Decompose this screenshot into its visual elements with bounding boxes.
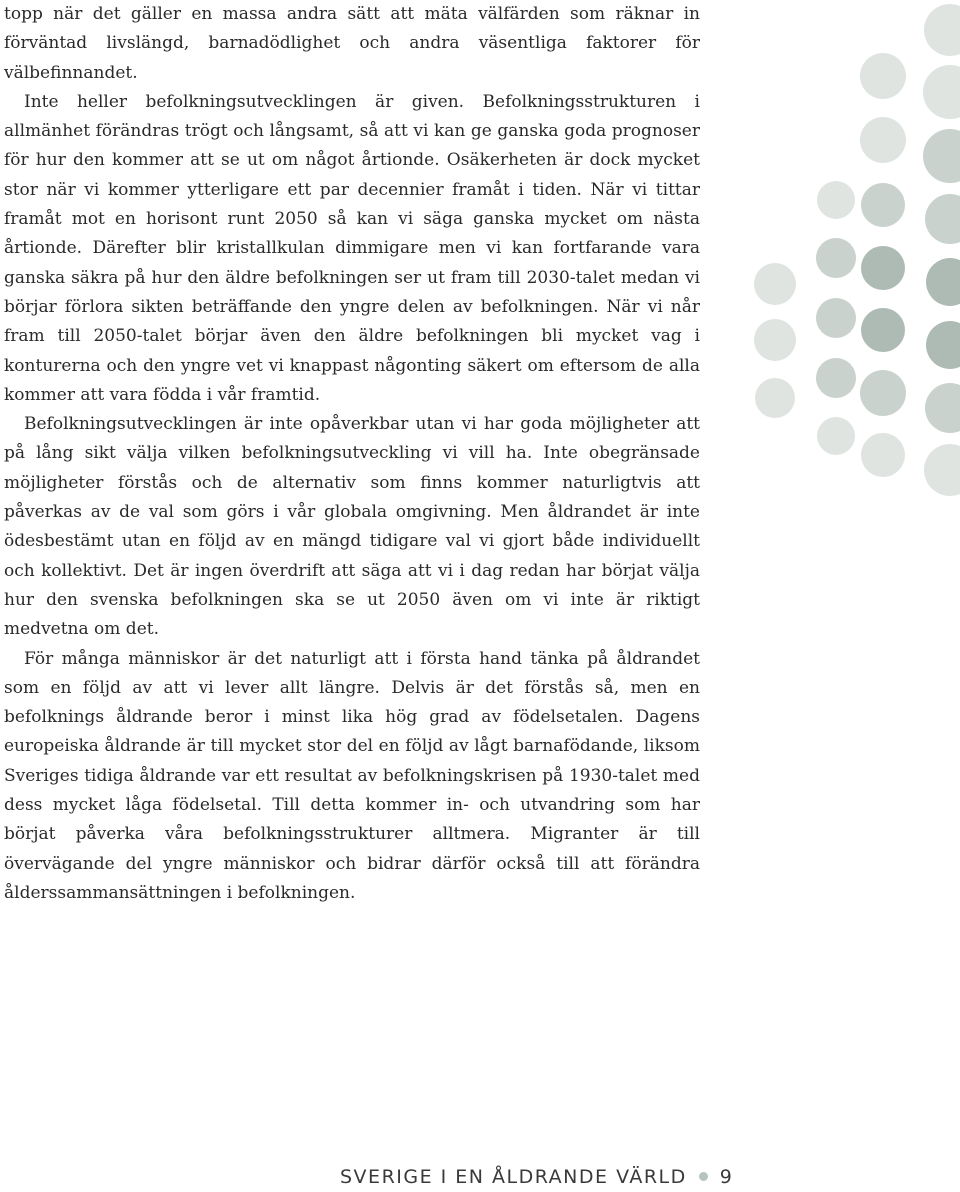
decorative-dot [924, 444, 960, 496]
decorative-dot [924, 4, 960, 56]
decorative-dot [816, 358, 856, 398]
paragraph-3: Befolkningsutvecklingen är inte opåverkbar utan vi har goda möjligheter att på lång sikt välja vilken befolkningsutveckling vi vill ha. Inte obegränsade möjligheter förstås och de alternativ som finns kommer naturligtvis att påverkas av de val som görs i vår globala omgivning. Men åldrandet är inte ödesbestämt utan en följd av en mängd tidigare val vi gjort både individuellt och kollektivt. Det är ingen överdrift att säga att vi i dag redan har börjat välja hur den svenska befolkningen ska se ut 2050 även om vi inte är riktigt medvetna om det. [4, 414, 700, 640]
decorative-dot [860, 117, 906, 163]
page-number: 9 [719, 1166, 734, 1188]
decorative-dot [923, 129, 960, 183]
bullet-icon [699, 1172, 708, 1181]
paragraph-1: topp när det gäller en massa andra sätt att mäta välfärden som räknar in förväntad livslängd, barnadödlighet och andra väsentliga faktorer för välbefinnandet. [4, 4, 700, 83]
decorative-dot [860, 370, 906, 416]
decorative-dot [860, 53, 906, 99]
decorative-dot [754, 319, 796, 361]
decorative-dot [926, 321, 960, 369]
decorative-dot [755, 378, 795, 418]
body-text [4, 0, 700, 908]
decorative-dot [817, 181, 855, 219]
decorative-dot [925, 194, 960, 244]
decorative-dot [816, 238, 856, 278]
running-footer [340, 1166, 760, 1192]
decorative-dot [861, 183, 905, 227]
decorative-dot [923, 65, 960, 119]
decorative-dot [861, 246, 905, 290]
decorative-dot [925, 383, 960, 433]
paragraph-2: Inte heller befolkningsutvecklingen är given. Befolkningsstrukturen i allmänhet förändras trögt och långsamt, så att vi kan ge ganska goda prognoser för hur den kommer att se ut om något årtionde. Osäkerheten är dock mycket stor när vi kommer ytterligare ett par decennier framåt i tiden. När vi tittar framåt mot en horisont runt 2050 så kan vi säga ganska mycket om nästa årtionde. Därefter blir kristallkulan dimmigare men vi kan fortfarande vara ganska säkra på hur den äldre befolkningen ser ut fram till 2030-talet medan vi börjar förlora sikten beträffande den yngre delen av befolkningen. När vi når fram till 2050-talet börjar även den äldre befolkningen bli mycket vag i konturerna och den yngre vet vi knappast någonting säkert om eftersom de alla kommer att vara födda i vår framtid. [4, 91, 700, 405]
decorative-dot [817, 417, 855, 455]
decorative-dot [754, 263, 796, 305]
decorative-dot [926, 258, 960, 306]
decorative-dot [816, 298, 856, 338]
footer-title: SVERIGE I EN ÅLDRANDE VÄRLD [340, 1166, 687, 1188]
decorative-dot [861, 433, 905, 477]
paragraph-4: För många människor är det naturligt att i första hand tänka på åldrandet som en följd av att vi lever allt längre. Delvis är det förstås så, men en befolknings åldrande beror i minst lika hög grad av födelsetalen. Dagens europeiska åldrande är till mycket stor del en följd av lågt barnafödande, liksom Sveriges tidiga åldrande var ett resultat av befolkningskrisen på 1930-talet med dess mycket låga födelsetal. Till detta kommer in- och utvandring som har börjat påverka våra befolkningsstrukturer alltmera. Migranter är till övervägande del yngre människor och bidrar därför också till att förändra ålderssammansättningen i befolkningen. [4, 648, 700, 903]
decorative-dot [861, 308, 905, 352]
